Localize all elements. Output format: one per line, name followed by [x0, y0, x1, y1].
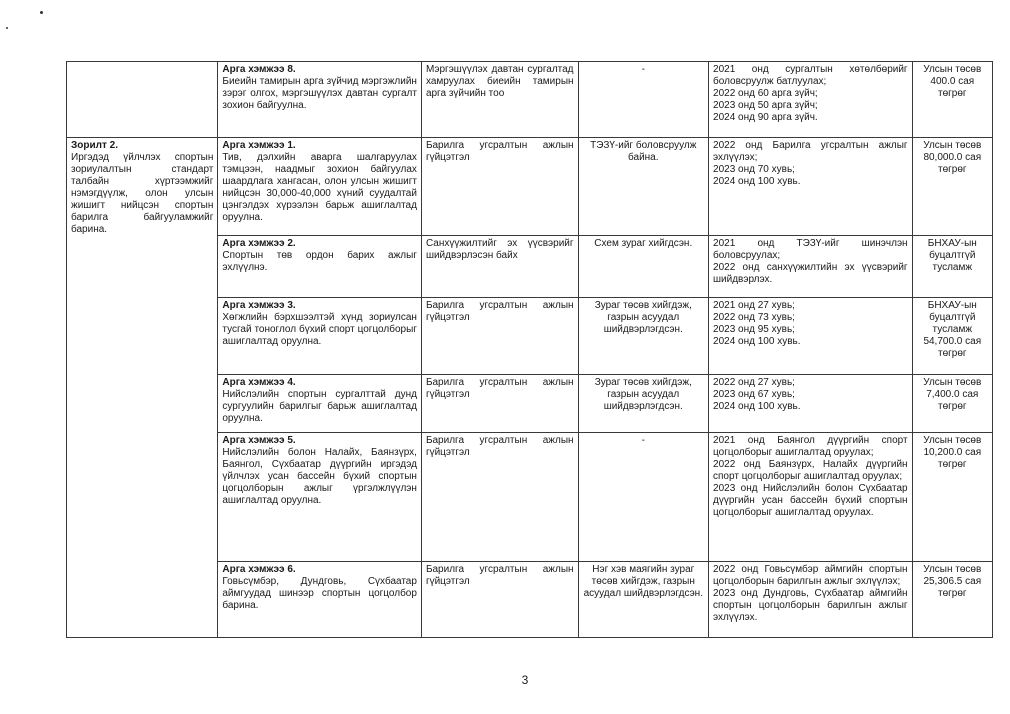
target-line: 2023 онд 50 арга зүйч; — [713, 100, 818, 111]
action-text: Биеийн тамирын арга зүйчид мэргэжлийн зэрэг олгох, мэргэшүүлэх давтан сургалт зохион байгуулна. — [222, 76, 417, 111]
goal-cell-empty — [67, 62, 218, 138]
funding-cell: Улсын төсөв 80,000.0 сая төгрөг — [912, 138, 992, 236]
target-line: 2021 онд 27 хувь; — [713, 300, 795, 311]
target-line: 2022 онд 27 хувь; — [713, 377, 795, 388]
action-title: Арга хэмжээ 4. — [222, 377, 296, 388]
action-title: Арга хэмжээ 6. — [222, 564, 296, 575]
target-line: 2023 онд 70 хувь; — [713, 164, 795, 175]
funding-cell: Улсын төсөв 10,200.0 сая төгрөг — [912, 433, 992, 562]
funding-cell: БНХАУ-ын буцалтгүй тусламж 54,700.0 сая төгрөг — [912, 298, 992, 375]
criteria-cell: Барилга угсралтын ажлын гүйцэтгэл — [421, 433, 578, 562]
target-line: 2023 онд 67 хувь; — [713, 389, 795, 400]
target-line: 2024 онд 100 хувь. — [713, 401, 801, 412]
baseline-cell: - — [578, 62, 708, 138]
action-text: Нийслэлийн болон Налайх, Баянзүрх, Баянгол, Сүхбаатар дүүргийн иргэдэд үйлчлэх усан бассейн бүхий спортын цогцолборын ажлыг үргэлжлүүлэн ашиглалтад оруулна. — [222, 447, 417, 506]
action-cell — [218, 138, 422, 236]
targets-cell — [709, 298, 913, 375]
target-line: 2024 онд 100 хувь. — [713, 176, 801, 187]
baseline-cell: Схем зураг хийгдсэн. — [578, 236, 708, 298]
goal-text: Иргэдэд үйлчлэх спортын зориулалтын стандарт талбайн хүртээмжийг нэмэгдүүлж, олон улсын жишигт нийцсэн спортын барилга байгууламжийг барина. — [71, 152, 214, 235]
action-cell — [218, 236, 422, 298]
targets-cell — [709, 375, 913, 433]
baseline-cell: Зураг төсөв хийгдэж, газрын асуудал шийдвэрлэгдсэн. — [578, 298, 708, 375]
funding-cell: БНХАУ-ын буцалтгүй тусламж — [912, 236, 992, 298]
action-text: Хөгжлийн бэрхшээлтэй хүнд зориулсан тусгай тоноглол бүхий спорт цогцолборыг ашиглалтад оруулна. — [222, 312, 417, 347]
target-line: 2024 онд 100 хувь. — [713, 336, 801, 347]
target-line: 2022 онд Барилга угсралтын ажлыг эхлүүлэх; — [713, 140, 908, 163]
target-line: 2022 онд санхүүжилтийн эх үүсвэрийг шийдвэрлэх. — [713, 262, 908, 285]
action-text: Тив, дэлхийн аварга шалгаруулах тэмцээн, наадмыг зохион байгуулах шаардлага хангасан, олон улсын жишигт нийцсэн 30,000-40,000 хүний суудалтай цэнгэлдэх хүрээлэн барьж ашиглалтад оруулна. — [222, 152, 417, 223]
scan-speck — [6, 27, 8, 29]
target-line: 2022 онд Говьсүмбэр аймгийн спортын цогцолборын барилгын ажлыг эхлүүлэх; — [713, 564, 908, 587]
table-row — [67, 62, 993, 138]
action-title: Арга хэмжээ 3. — [222, 300, 296, 311]
action-cell — [218, 298, 422, 375]
criteria-cell: Санхүүжилтийг эх үүсвэрийг шийдвэрлэсэн байх — [421, 236, 578, 298]
action-title: Арга хэмжээ 8. — [222, 64, 296, 75]
targets-cell — [709, 62, 913, 138]
target-line: 2023 онд Нийслэлийн болон Сүхбаатар дүүргийн усан бассейн бүхий спортын цогцолборыг ашиглалтад оруулах. — [713, 483, 908, 518]
target-line: 2021 онд ТЭЗҮ-ийг шинэчлэн боловсруулах; — [713, 238, 908, 261]
baseline-cell: - — [578, 433, 708, 562]
goal-title: Зорилт 2. — [71, 140, 118, 151]
baseline-cell: Нэг хэв маягийн зураг төсөв хийгдэж, газрын асуудал шийдвэрлэгдсэн. — [578, 562, 708, 638]
criteria-cell: Барилга угсралтын ажлын гүйцэтгэл — [421, 562, 578, 638]
target-line: 2023 онд 95 хувь; — [713, 324, 795, 335]
action-title: Арга хэмжээ 2. — [222, 238, 296, 249]
criteria-cell: Мэргэшүүлэх давтан сургалтад хамруулах биеийн тамирын арга зүйчийн тоо — [421, 62, 578, 138]
action-text: Нийслэлийн спортын сургалттай дунд сургуулийн барилгыг барьж ашиглалтад оруулна. — [222, 389, 417, 424]
targets-cell — [709, 138, 913, 236]
funding-cell: Улсын төсөв 7,400.0 сая төгрөг — [912, 375, 992, 433]
funding-cell: Улсын төсөв 400.0 сая төгрөг — [912, 62, 992, 138]
baseline-cell: ТЭЗҮ-ийг боловсруулж байна. — [578, 138, 708, 236]
action-text: Говьсүмбэр, Дундговь, Сүхбаатар аймгуудад шинээр спортын цогцолбор барина. — [222, 576, 417, 611]
action-cell — [218, 62, 422, 138]
action-title: Арга хэмжээ 5. — [222, 435, 296, 446]
targets-cell — [709, 433, 913, 562]
target-line: 2024 онд 90 арга зүйч. — [713, 112, 818, 123]
target-line: 2022 онд Баянзүрх, Налайх дүүргийн спорт цогцолборыг ашиглалтад оруулах; — [713, 459, 908, 482]
target-line: 2022 онд 60 арга зүйч; — [713, 88, 818, 99]
criteria-cell: Барилга угсралтын ажлын гүйцэтгэл — [421, 375, 578, 433]
target-line: 2021 онд Баянгол дүүргийн спорт цогцолборыг ашиглалтад оруулах; — [713, 435, 908, 458]
action-cell — [218, 375, 422, 433]
target-line: 2023 онд Дундговь, Сүхбаатар аймгийн спортын цогцолборын барилгын ажлыг эхлүүлэх. — [713, 588, 908, 623]
action-cell — [218, 562, 422, 638]
page-number: 3 — [521, 673, 529, 687]
scan-speck — [40, 11, 43, 14]
targets-cell — [709, 562, 913, 638]
action-cell — [218, 433, 422, 562]
action-plan-table — [66, 61, 993, 638]
funding-cell: Улсын төсөв 25,306.5 сая төгрөг — [912, 562, 992, 638]
targets-cell — [709, 236, 913, 298]
action-title: Арга хэмжээ 1. — [222, 140, 296, 151]
criteria-cell: Барилга угсралтын ажлын гүйцэтгэл — [421, 298, 578, 375]
target-line: 2022 онд 73 хувь; — [713, 312, 795, 323]
baseline-cell: Зураг төсөв хийгдэж, газрын асуудал шийдвэрлэгдсэн. — [578, 375, 708, 433]
action-text: Спортын төв ордон барих ажлыг эхлүүлнэ. — [222, 250, 417, 273]
table-row — [67, 138, 993, 236]
target-line: 2021 онд сургалтын хөтөлбөрийг боловсруулж батлуулах; — [713, 64, 908, 87]
goal-cell — [67, 138, 218, 638]
criteria-cell: Барилга угсралтын ажлын гүйцэтгэл — [421, 138, 578, 236]
